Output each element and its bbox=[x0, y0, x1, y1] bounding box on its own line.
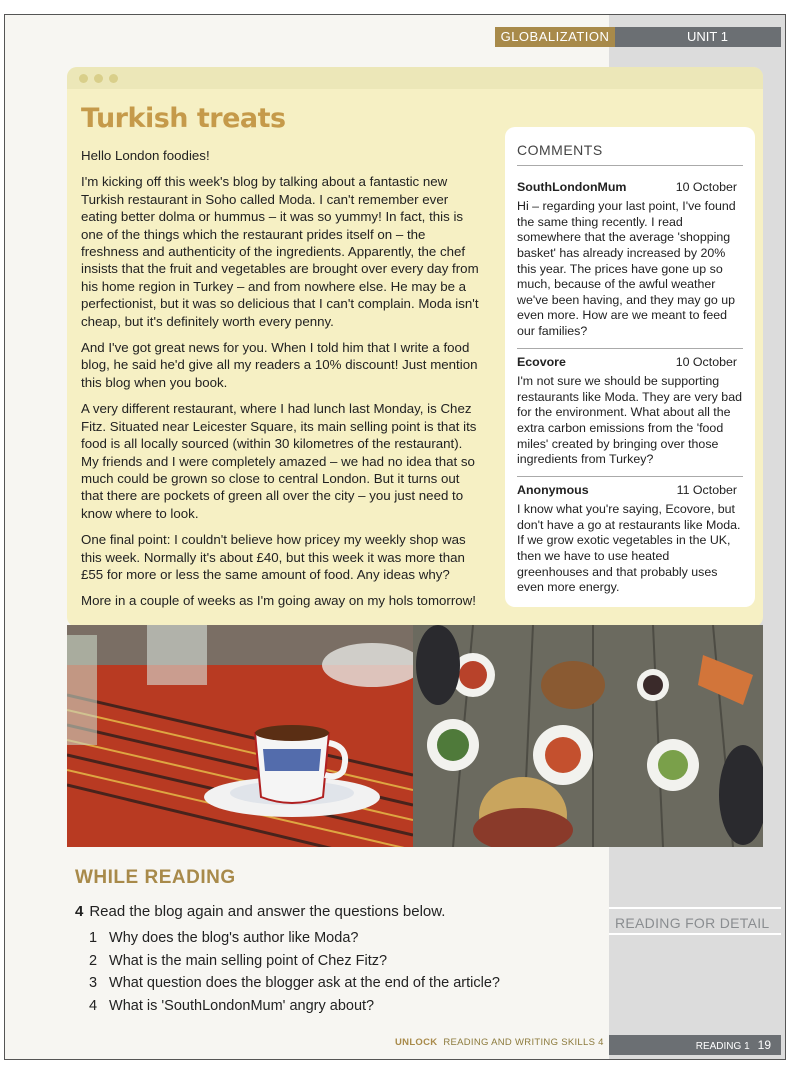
comment-text: Hi – regarding your last point, I've found the same thing recently. I read somewhere that the average 'shopping basket' has already increased by 20% this year. The prices have gone up so much, because of the awful weather we've been having, and they may go up even more. How are we meant to feed our families? bbox=[517, 199, 736, 338]
blog-paragraph: A very different restaurant, where I had lunch last Monday, is Chez Fitz. Situated near Leicester Square, its main selling point is that its food is all locally sourced (within 30 kilometres of the restaurant). My friends and I were completely amazed – we had no idea that so much could be grown so close to central London. But it turns out that there are pockets of green all over the city – you just need to know where to look. bbox=[81, 401, 477, 521]
question-text: What question does the blogger ask at the end of the article? bbox=[109, 975, 500, 991]
textbook-page bbox=[4, 14, 786, 1060]
question-item bbox=[89, 950, 500, 973]
blog-paragraph: More in a couple of weeks as I'm going away on my hols tomorrow! bbox=[81, 593, 476, 609]
task-instruction bbox=[75, 903, 445, 920]
page-number: 19 bbox=[757, 1038, 771, 1052]
comments-title: COMMENTS bbox=[517, 143, 743, 166]
comment bbox=[517, 477, 743, 604]
task-text: Read the blog again and answer the questions below. bbox=[89, 903, 446, 920]
comment-date: 10 October bbox=[675, 179, 737, 194]
blog-window-bar bbox=[67, 67, 763, 89]
comment bbox=[517, 174, 743, 349]
turkish-coffee-photo bbox=[67, 625, 413, 847]
unit-topic-tag: GLOBALIZATION bbox=[495, 27, 615, 47]
blog-paragraph: And I've got great news for you. When I told him that I write a food blog, he said he'd give all my readers a 10% discount! Just mention this blog when you book. bbox=[81, 340, 478, 390]
question-number: 3 bbox=[89, 975, 98, 991]
question-list bbox=[89, 927, 500, 1017]
question-number: 1 bbox=[89, 930, 98, 946]
window-dot-icon bbox=[94, 74, 103, 83]
shared-meal-photo bbox=[413, 625, 763, 847]
comment-text: I'm not sure we should be supporting restaurants like Moda. They are very bad for the environment. What about all the extra carbon emissions from the 'food miles' created by bringing over those ingredients from Turkey? bbox=[517, 374, 742, 467]
blog-title: Turkish treats bbox=[81, 103, 286, 134]
comment-author: SouthLondonMum bbox=[517, 179, 627, 194]
task-number: 4 bbox=[75, 903, 84, 920]
blog-paragraph: One final point: I couldn't believe how pricey my weekly shop was this week. Normally it's about £40, but this week it was more than £55 for more or less the same amount of food. Any ideas why? bbox=[81, 532, 466, 582]
question-item bbox=[89, 927, 500, 950]
comment-text: I know what you're saying, Ecovore, but don't have a go at restaurants like Moda. If we grow exotic vegetables in the UK, then we have to use heated greenhouses and that probably uses even more energy. bbox=[517, 502, 741, 595]
blog-paragraph: Hello London foodies! bbox=[81, 148, 210, 163]
photo-strip bbox=[67, 625, 763, 847]
footer-section-bar bbox=[609, 1035, 781, 1055]
question-number: 2 bbox=[89, 952, 98, 969]
comments-panel bbox=[505, 127, 755, 607]
footer-series bbox=[395, 1037, 604, 1048]
series-title: READING AND WRITING SKILLS 4 bbox=[443, 1037, 604, 1048]
comment-author: Ecovore bbox=[517, 354, 566, 369]
question-text: What is 'SouthLondonMum' angry about? bbox=[109, 997, 375, 1014]
blog-paragraph: I'm kicking off this week's blog by talking about a fantastic new Turkish restaurant in Soho called Moda. I can't remember ever eating better dolma or hummus – it was so yummy! In fact, this is one of the things which the restaurant prides itself on – the freshness and authenticity of the ingredients. Apparently, the chef insists that the fruit and vegetables are brought over every day from his home region in Turkey – and from nowhere else. He may be a perfectionist, but it was so delicious that I can't complain. Moda isn't cheap, but it's definitely worth every penny. bbox=[81, 174, 479, 329]
blog-body bbox=[81, 147, 483, 619]
question-text: Why does the blog's author like Moda? bbox=[109, 930, 359, 946]
while-reading-heading: WHILE READING bbox=[75, 867, 236, 888]
brand-logo: UNLOCK bbox=[395, 1037, 438, 1048]
reading-for-detail-label: READING FOR DETAIL bbox=[609, 907, 781, 935]
question-item bbox=[89, 995, 500, 1018]
comment-date: 10 October bbox=[675, 354, 737, 369]
comment-author: Anonymous bbox=[517, 482, 589, 497]
blog-panel bbox=[67, 67, 763, 627]
question-item bbox=[89, 972, 500, 995]
comment bbox=[517, 349, 743, 477]
page-footer bbox=[5, 1031, 786, 1059]
comment-date: 11 October bbox=[676, 482, 737, 497]
window-dot-icon bbox=[109, 74, 118, 83]
question-text: What is the main selling point of Chez Fitz? bbox=[109, 952, 388, 969]
window-dot-icon bbox=[79, 74, 88, 83]
question-number: 4 bbox=[89, 997, 98, 1014]
section-label: READING 1 bbox=[695, 1041, 750, 1052]
unit-label: UNIT 1 bbox=[615, 27, 781, 47]
